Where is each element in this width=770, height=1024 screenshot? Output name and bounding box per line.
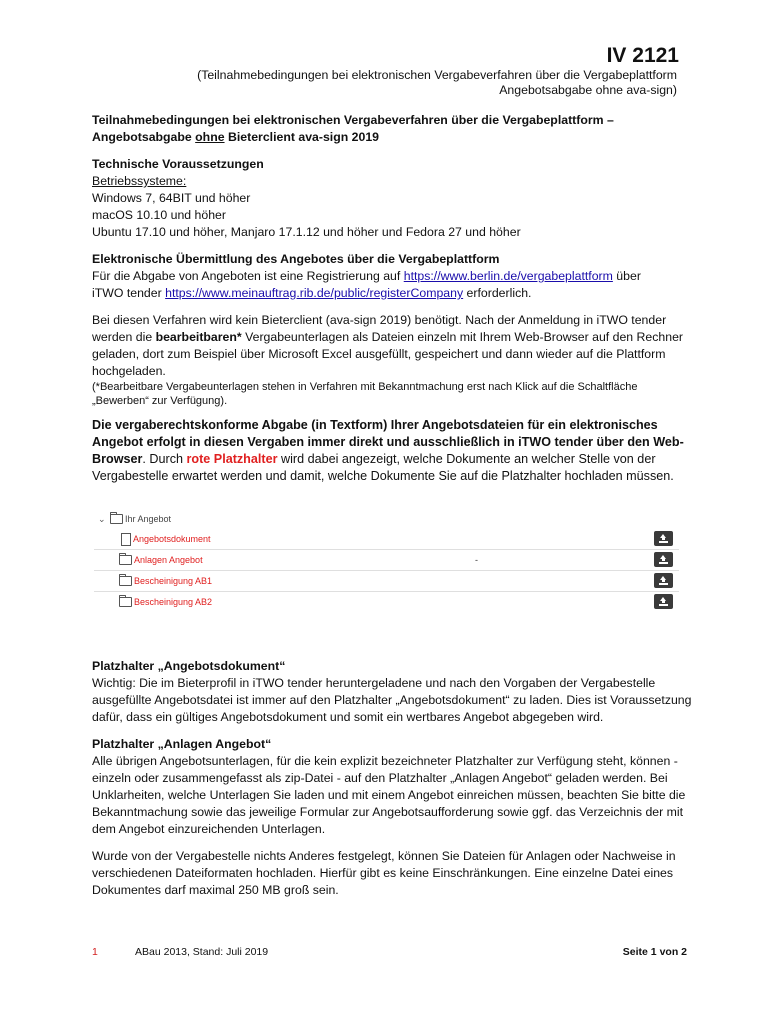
red-placeholder-text: rote Platzhalter	[186, 452, 278, 466]
folder-icon	[119, 576, 132, 586]
folder-icon	[110, 514, 123, 524]
process-paragraph	[92, 312, 692, 380]
document-icon	[121, 533, 131, 546]
os-label: Betriebssysteme:	[92, 174, 187, 188]
tech-heading: Technische Voraussetzungen	[92, 157, 264, 171]
tree-row-angebotsdokument	[94, 529, 679, 550]
transfer-text	[92, 268, 692, 302]
tree-row-anlagen-angebot	[94, 550, 679, 571]
process-note: (*Bearbeitbare Vergabeunterlagen stehen in Verfahren mit Bekanntmachung erst nach Klick auf die Schaltfläche „Bewerben“ zur Verfügung).	[92, 381, 638, 407]
upload-button-bescheinigung-ab2[interactable]	[654, 594, 673, 609]
transfer-t3: iTWO tender	[92, 286, 166, 300]
os-linux: Ubuntu 17.10 und höher, Manjaro 17.1.12 und höher und Fedora 27 und höher	[92, 225, 521, 239]
submission-paragraph	[92, 417, 692, 485]
file-format-paragraph: Wurde von der Vergabestelle nichts Anderes festgelegt, können Sie Dateien für Anlagen oder Nachweise in verschiedenen Dateiformaten hochladen. Hierfür gibt es keine Einschränkungen. Eine einzelne Datei eines Dokumentes darf maximal 250 MB groß sein.	[92, 849, 676, 897]
upload-button-anlagen-angebot[interactable]	[654, 552, 673, 567]
process-t2: Vergabeunterlagen als Dateien einzeln mit Ihrem Web-Browser auf den Rechner geladen, dort zum Beispiel über Microsoft Excel ausgefüllt, gespeichert und dann wieder auf die Plattform hochgeladen.	[92, 330, 684, 378]
tree-row-bescheinigung-ab1	[94, 571, 679, 592]
upload-button-bescheinigung-ab1[interactable]	[654, 573, 673, 588]
tree-label-bescheinigung-ab1[interactable]: Bescheinigung AB1	[134, 576, 213, 586]
transfer-heading: Elektronische Übermittlung des Angebotes über die Vergabeplattform	[92, 252, 500, 266]
submission-t2: wird dabei angezeigt, welche Dokumente an welcher Stelle von der Vergabestelle erwartet werden und damit, welche Dokumente Sie auf die Platzhalter hochladen müssen.	[92, 452, 674, 483]
os-windows: Windows 7, 64BIT und höher	[92, 191, 251, 205]
tree-label-angebotsdokument[interactable]: Angebotsdokument	[133, 534, 211, 544]
transfer-t2: über	[612, 269, 641, 283]
document-subtitle	[117, 68, 677, 98]
document-title	[92, 112, 692, 146]
title-line-2-post: Bieterclient ava-sign 2019	[224, 130, 380, 144]
placeholder-angebotsdokument-text: Wichtig: Die im Bieterprofil in iTWO tender heruntergeladene und nach den Vorgaben der Vergabestelle ausgefüllte Angebotsdatei ist immer auf den Platzhalter „Angebotsdokument“ zu laden. Dies ist Voraussetzung dafür, dass ein gültiges Angebotsdokument und somit ein wertbares Angebot abgegeben wird.	[92, 676, 692, 724]
title-line-2-pre: Angebotsabgabe	[92, 130, 196, 144]
process-t1: Bei diesen Verfahren wird kein Bieterclient (ava-sign 2019) benötigt. Nach der Anmeldung in iTWO tender werden die	[92, 313, 667, 344]
footer-page-number: 1	[92, 946, 98, 958]
upload-tree-widget	[94, 509, 679, 613]
title-line-1: Teilnahmebedingungen bei elektronischen Vergabeverfahren über die Vergabeplattform –	[92, 113, 614, 127]
submission-bold: Die vergaberechtskonforme Abgabe (in Textform) Ihrer Angebotsdateien für ein elektronisches Angebot erfolgt in diesen Vergaben immer direkt und ausschließlich in iTWO tender über den Web-Browser	[92, 418, 684, 466]
chevron-down-icon[interactable]: ⌄	[98, 514, 106, 524]
upload-button-angebotsdokument[interactable]	[654, 531, 673, 546]
main-content	[92, 112, 692, 485]
process-bold: bearbeitbaren*	[155, 330, 242, 344]
transfer-t1: Für die Abgabe von Angeboten ist eine Registrierung auf	[92, 269, 404, 283]
lower-content	[92, 658, 692, 899]
berlin-vergabeplattform-link[interactable]: https://www.berlin.de/vergabeplattform	[403, 269, 613, 283]
footer-page-count: Seite 1 von 2	[622, 946, 687, 958]
tree-label-anlagen-angebot[interactable]: Anlagen Angebot	[134, 555, 203, 565]
register-company-link[interactable]: https://www.meinauftrag.rib.de/public/registerCompany	[165, 286, 464, 300]
os-macos: macOS 10.10 und höher	[92, 208, 226, 222]
placeholder-angebotsdokument-heading: Platzhalter „Angebotsdokument“	[92, 659, 286, 673]
transfer-t4: erforderlich.	[463, 286, 532, 300]
submission-t1: . Durch	[142, 452, 187, 466]
folder-icon	[119, 555, 132, 565]
tree-label-bescheinigung-ab2[interactable]: Bescheinigung AB2	[134, 597, 213, 607]
subtitle-line-2: Angebotsabgabe ohne ava-sign)	[499, 83, 677, 97]
dash-marker: -	[475, 555, 478, 565]
tree-root-row[interactable]	[94, 509, 679, 529]
title-ohne: ohne	[195, 130, 225, 144]
footer-edition: ABau 2013, Stand: Juli 2019	[135, 946, 269, 958]
document-id: IV 2121	[606, 44, 679, 67]
subtitle-line-1: (Teilnahmebedingungen bei elektronischen Vergabeverfahren über die Vergabeplattform	[197, 68, 677, 82]
folder-icon	[119, 597, 132, 607]
tree-row-bescheinigung-ab2	[94, 592, 679, 612]
tree-root-label: Ihr Angebot	[125, 514, 172, 524]
placeholder-anlagen-text: Alle übrigen Angebotsunterlagen, für die kein explizit bezeichneter Platzhalter zur Verfügung steht, können - einzeln oder zusammengefasst als zip-Datei - auf den Platzhalter „Anlagen Angebot“ geladen werden. Bei Unklarheiten, welche Unterlagen Sie laden und mit einem Angebot einreichen müssen, beachten Sie bitte die Bekanntmachung sowie das jeweilige Formular zur Angebotsaufforderung sowie ggf. das Verzeichnis der mit dem Angebot einzureichenden Unterlagen.	[92, 754, 686, 836]
placeholder-anlagen-heading: Platzhalter „Anlagen Angebot“	[92, 737, 272, 751]
